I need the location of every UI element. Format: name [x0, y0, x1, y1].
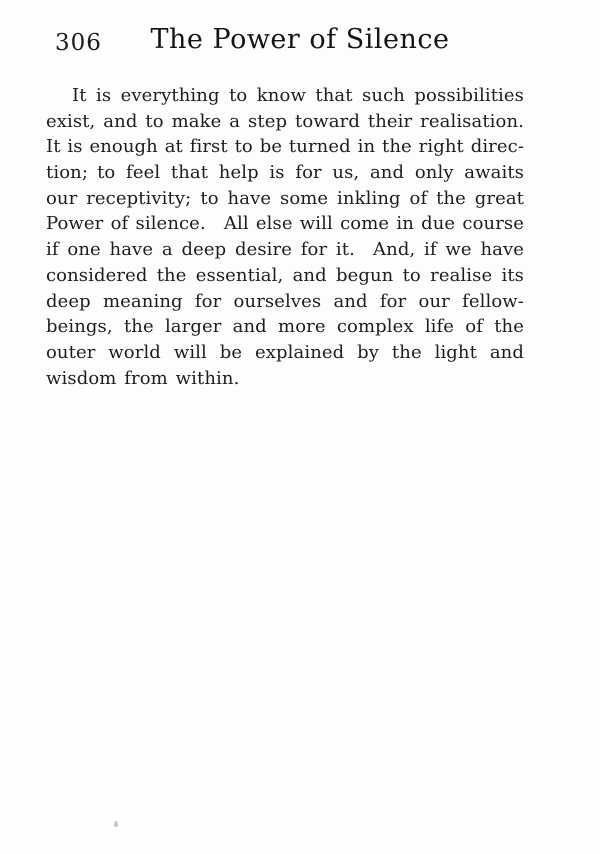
- running-header: [0, 24, 600, 60]
- text-line: our receptivity; to have some inkling of the great: [46, 187, 524, 209]
- page-number: 306: [55, 30, 102, 56]
- text-line: outer world will be explained by the light and: [46, 341, 524, 363]
- text-line: exist, and to make a step toward their realisation.: [46, 110, 524, 132]
- text-line: considered the essential, and begun to realise its: [46, 264, 524, 286]
- text-line: It is everything to know that such possibilities: [72, 85, 524, 106]
- text-line: deep meaning for ourselves and for our fellow-: [46, 290, 524, 312]
- running-header-title: The Power of Silence: [150, 24, 450, 55]
- body-paragraph: [46, 83, 524, 391]
- text-line: It is enough at first to be turned in the right direc-: [46, 136, 524, 158]
- text-line: beings, the larger and more complex life of the: [46, 316, 524, 338]
- scan-speck: [114, 821, 118, 827]
- text-line: tion; to feel that help is for us, and only awaits: [46, 162, 524, 184]
- text-line: if one have a deep desire for it. And, if we have: [46, 239, 524, 261]
- text-line: Power of silence. All else will come in due course: [46, 213, 524, 235]
- text-line: wisdom from within.: [46, 367, 240, 389]
